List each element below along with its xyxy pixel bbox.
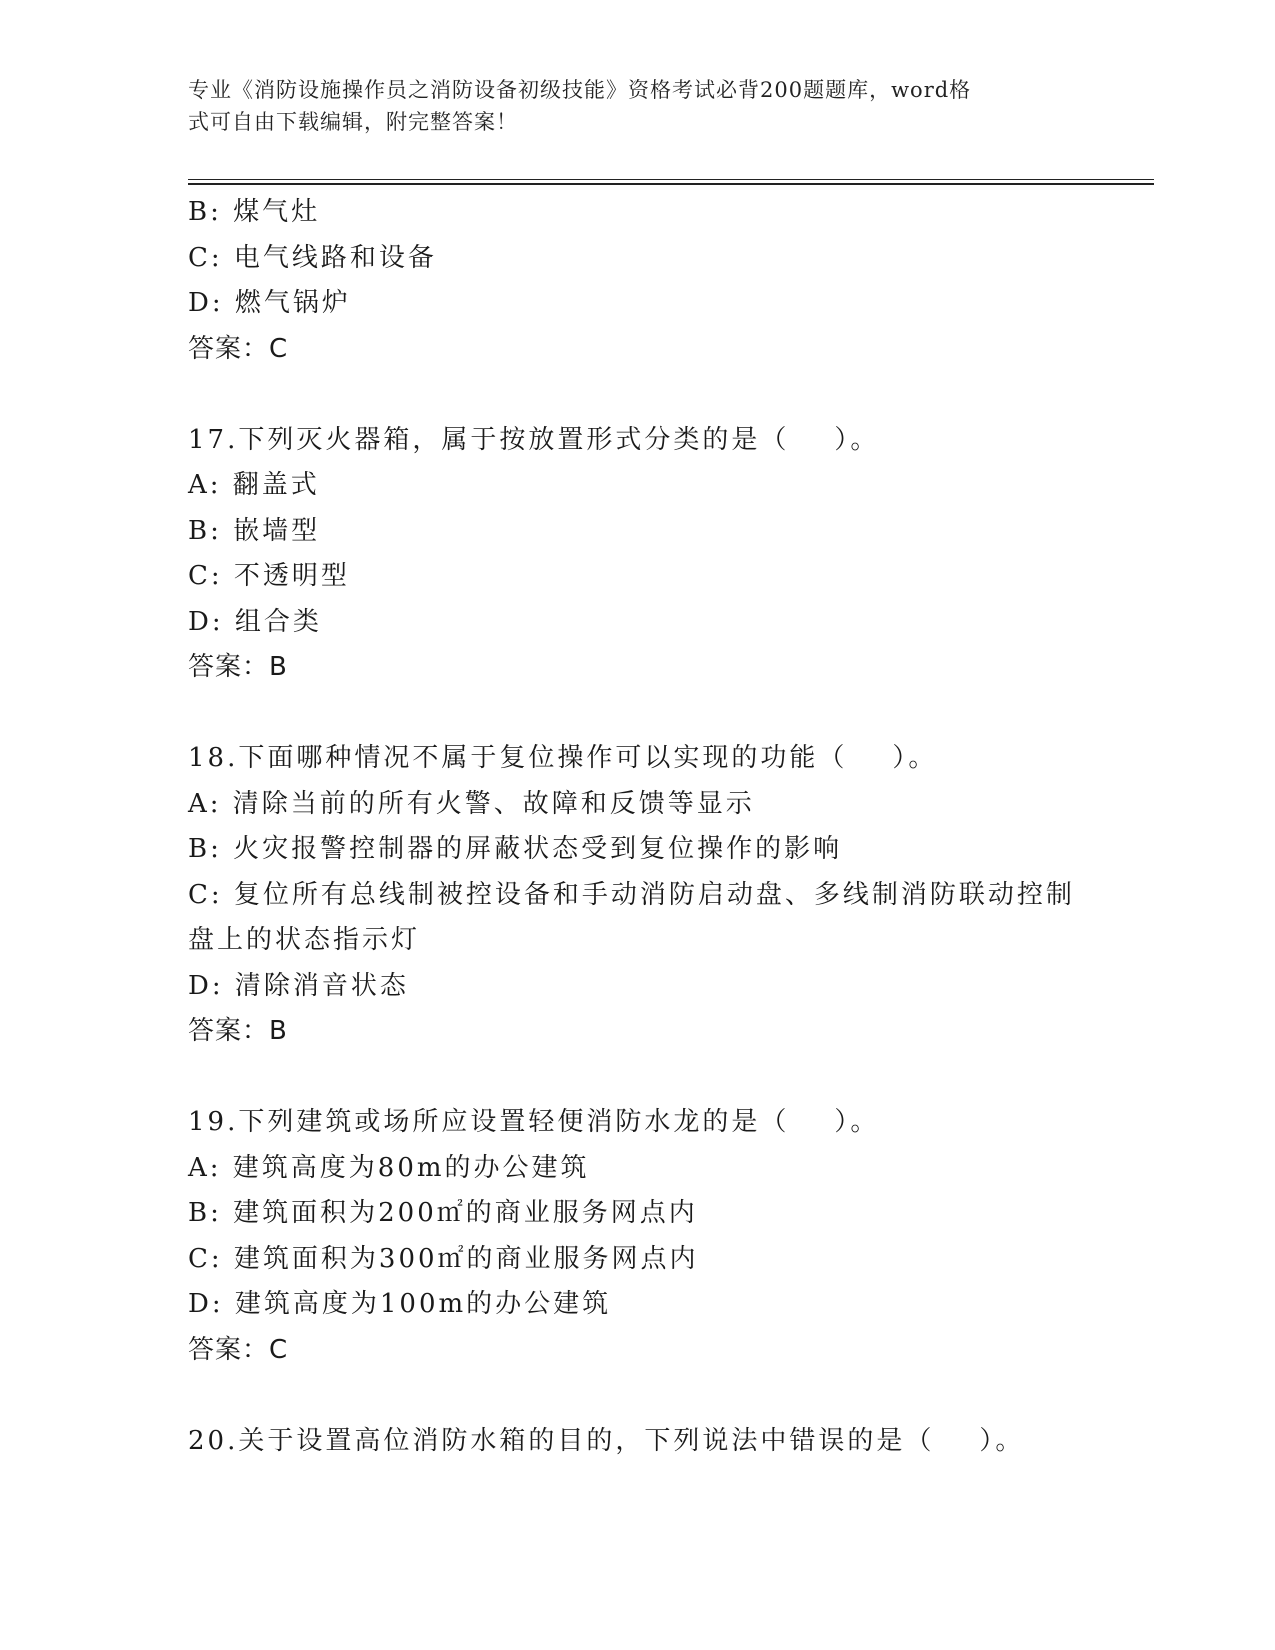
question-text: 20.关于设置高位消防水箱的目的，下列说法中错误的是（ ）。 [188,1425,1025,1456]
question-text: 17.下列灭火器箱，属于按放置形式分类的是（ ）。 [188,424,880,455]
answer-text: 答案：B [188,652,288,682]
option-b: B: 煤气灶 [188,197,321,227]
question-block-17 [188,418,1088,691]
spacer [188,691,1088,737]
header-line-2: 式可自由下载编辑，附完整答案！ [188,110,518,134]
option-a: A: 建筑高度为80m的办公建筑 [188,1152,590,1183]
answer-text: 答案：B [188,1016,288,1046]
option-a: A: 翻盖式 [188,470,320,500]
option-c: C: 建筑面积为300㎡的商业服务网点内 [188,1243,699,1274]
answer-text: 答案：C [188,333,289,364]
option-d: D: 建筑高度为100m的办公建筑 [188,1289,612,1319]
spacer [188,372,1088,418]
question-block-16 [188,190,1088,372]
header-divider-thin [188,179,1154,180]
answer-text: 答案：C [188,1334,289,1365]
option-b: B: 嵌墙型 [188,515,321,546]
question-text: 18.下面哪种情况不属于复位操作可以实现的功能（ ）。 [188,743,938,773]
page-header [188,74,1068,138]
question-block-18 [188,736,1088,1055]
option-c: C: 复位所有总线制被控设备和手动消防启动盘、多线制消防联动控制盘上的状态指示灯 [188,879,1075,955]
header-divider-thick [188,183,1154,185]
option-d: D: 燃气锅炉 [188,288,351,318]
question-text: 19.下列建筑或场所应设置轻便消防水龙的是（ ）。 [188,1107,880,1137]
option-a: A: 清除当前的所有火警、故障和反馈等显示 [188,788,755,819]
question-block-20 [188,1419,1088,1465]
spacer [188,1373,1088,1419]
option-c: C: 不透明型 [188,561,350,591]
option-c: C: 电气线路和设备 [188,242,437,273]
option-d: D: 组合类 [188,606,322,637]
spacer [188,1055,1088,1101]
header-line-1: 专业《消防设施操作员之消防设备初级技能》资格考试必背200题题库，word格 [188,78,972,102]
option-d: D: 清除消音状态 [188,970,409,1001]
option-b: B: 火灾报警控制器的屏蔽状态受到复位操作的影响 [188,834,843,864]
option-b: B: 建筑面积为200㎡的商业服务网点内 [188,1198,698,1228]
question-list [188,190,1088,1464]
question-block-19 [188,1100,1088,1373]
